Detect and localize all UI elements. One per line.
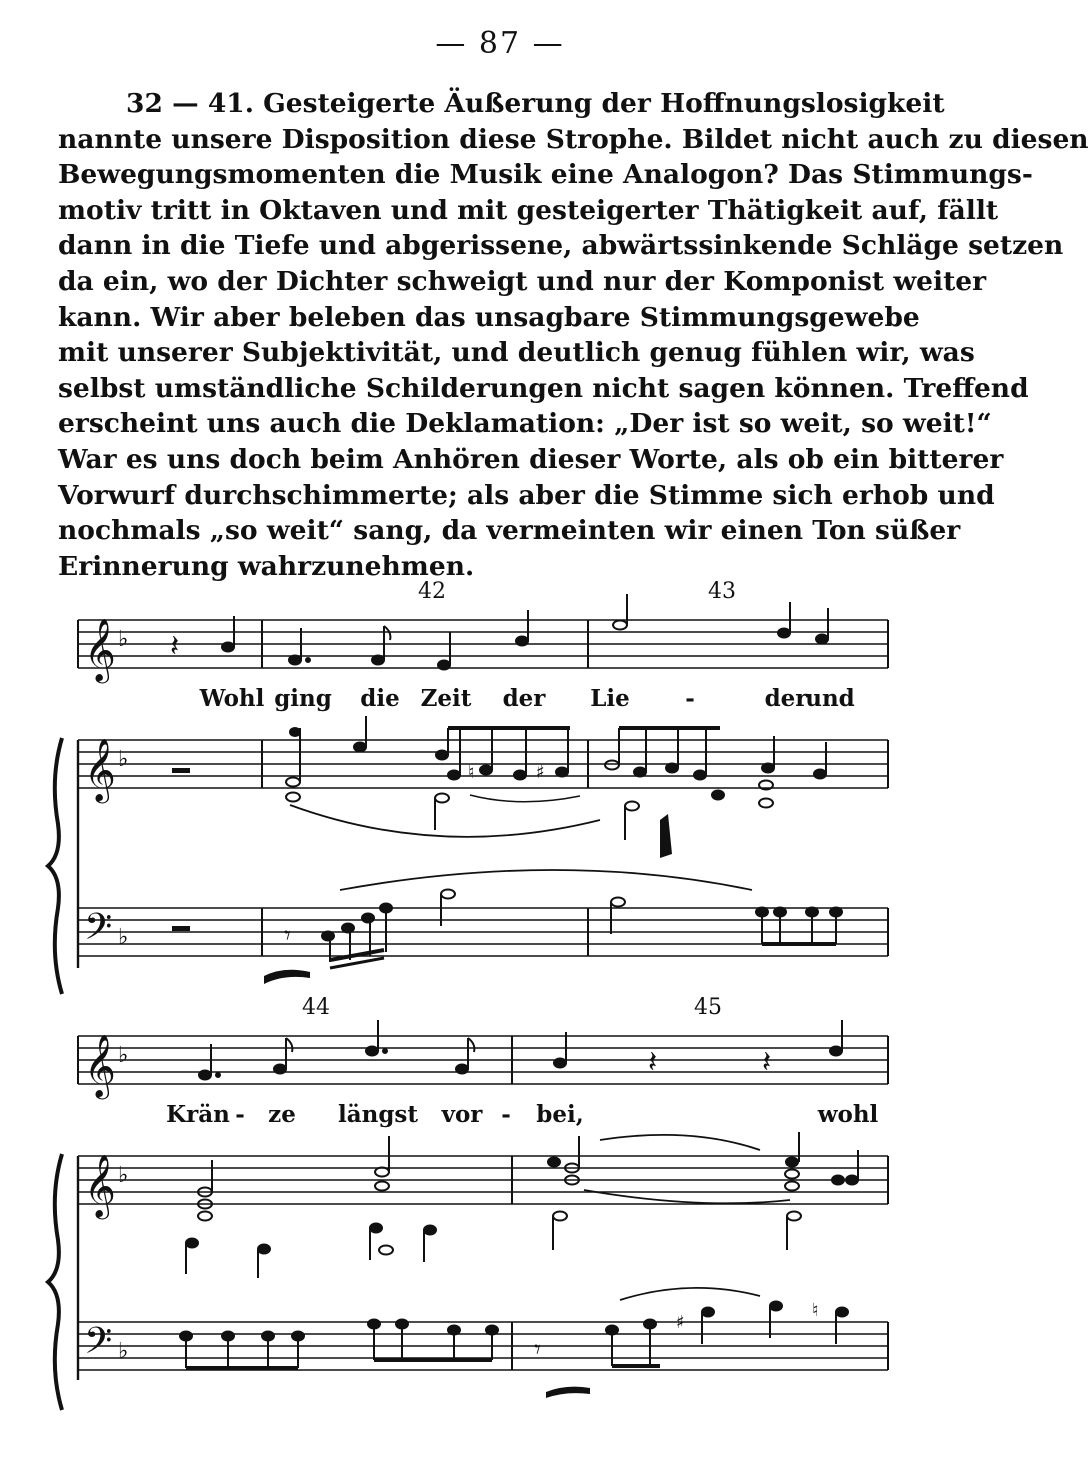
text-line: kann. Wir aber beleben das unsagbare Stimmungsgewebe [58,301,920,333]
lyric: Wohl [199,685,265,712]
svg-text:♯: ♯ [536,762,545,783]
lyric: wohl [817,1101,879,1128]
svg-text:𝄽: 𝄽 [762,1045,772,1080]
lyric: Lie [590,685,630,712]
piano-bass-notes-1 [172,870,842,984]
text-line: Bewegungsmomenten die Musik eine Analogon? Das Stimmungs- [58,159,1033,191]
piano-bass-notes-2 [180,1288,848,1398]
text-line: erscheint uns auch die Deklamation: „Der ist so weit, so weit!“ [58,408,992,440]
lyric: Krän [166,1101,230,1128]
svg-text:♮: ♮ [812,1300,819,1321]
measure-number-42: 42 [418,579,446,604]
lyric: der [502,685,546,712]
piano-brace-icon [48,738,62,994]
text-line: nannte unsere Disposition diese Strophe. Bildet nicht auch zu diesen [58,123,1089,155]
lyric: ging [274,685,332,712]
text-line: mit unserer Subjektivität, und deutlich genug fühlen wir, was [58,337,975,369]
text-line: Erinnerung wahrzunehmen. [58,550,475,582]
flat-key-signature-icon: ♭ [118,1339,129,1364]
piano-bass-staff-2 [78,1322,888,1370]
lyrics-2 [166,1101,878,1128]
svg-text:𝄽: 𝄽 [648,1045,658,1080]
bass-clef-icon: 𝄢 [84,906,113,957]
svg-text:𝄽: 𝄽 [170,629,180,664]
svg-text:𝄾: 𝄾 [284,921,291,951]
treble-clef-icon: 𝄞 [84,738,116,801]
lyric: ze [268,1101,296,1128]
text-line: dann in die Tiefe und abgerissene, abwärtssinkende Schläge setzen [58,230,1064,262]
text-line: Vorwurf durchschimmerte; als aber die Stimme sich erhob und [58,479,995,511]
measure-number-44: 44 [302,995,330,1020]
measure-number-45: 45 [694,995,722,1020]
flat-key-signature-icon: ♭ [118,1043,129,1068]
treble-clef-icon: 𝄞 [84,1154,116,1217]
lyric: Zeit [420,685,472,712]
flat-key-signature-icon: ♭ [118,627,129,652]
treble-clef-icon: 𝄞 [84,618,116,681]
lyric: die [360,685,400,712]
treble-clef-icon: 𝄞 [84,1034,116,1097]
flat-key-signature-icon: ♭ [118,1163,129,1188]
text-line: motiv tritt in Oktaven und mit gesteigerter Thätigkeit auf, fällt [58,194,999,226]
bass-clef-icon: 𝄢 [84,1320,113,1371]
text-line: nochmals „so weit“ sang, da vermeinten wir einen Ton süßer [58,515,961,547]
lyric: längst [337,1101,419,1128]
lyric: - [685,685,695,712]
lyric: und [805,685,855,712]
text-line: da ein, wo der Dichter schweigt und nur der Komponist weiter [58,265,987,297]
flat-key-signature-icon: ♭ [118,925,129,950]
piano-brace-icon [48,1154,62,1410]
lyric: - [501,1101,511,1128]
text-line: selbst umständliche Schilderungen nicht sagen können. Treffend [58,372,1029,404]
voice-staff-1 [78,620,888,668]
flat-key-signature-icon: ♭ [118,747,129,772]
svg-text:𝄾: 𝄾 [534,1335,541,1365]
page-number: — 87 — [435,26,565,61]
measure-number-43: 43 [708,579,736,604]
piano-treble-notes-1 [172,716,826,858]
text-line: War es uns doch beim Anhören dieser Worte, als ob ein bitterer [58,443,1004,475]
text-line: 32 — 41. Gesteigerte Äußerung der Hoffnungslosigkeit [126,88,945,119]
lyric: vor [441,1101,483,1128]
piano-treble-notes-2 [186,1132,858,1278]
lyric: der [764,685,808,712]
voice-notes-2 [199,1020,842,1080]
svg-text:♮: ♮ [468,762,475,783]
lyrics-1 [199,685,855,712]
lyric: - [235,1101,245,1128]
svg-text:♯: ♯ [676,1312,685,1333]
lyric: bei, [536,1101,584,1128]
